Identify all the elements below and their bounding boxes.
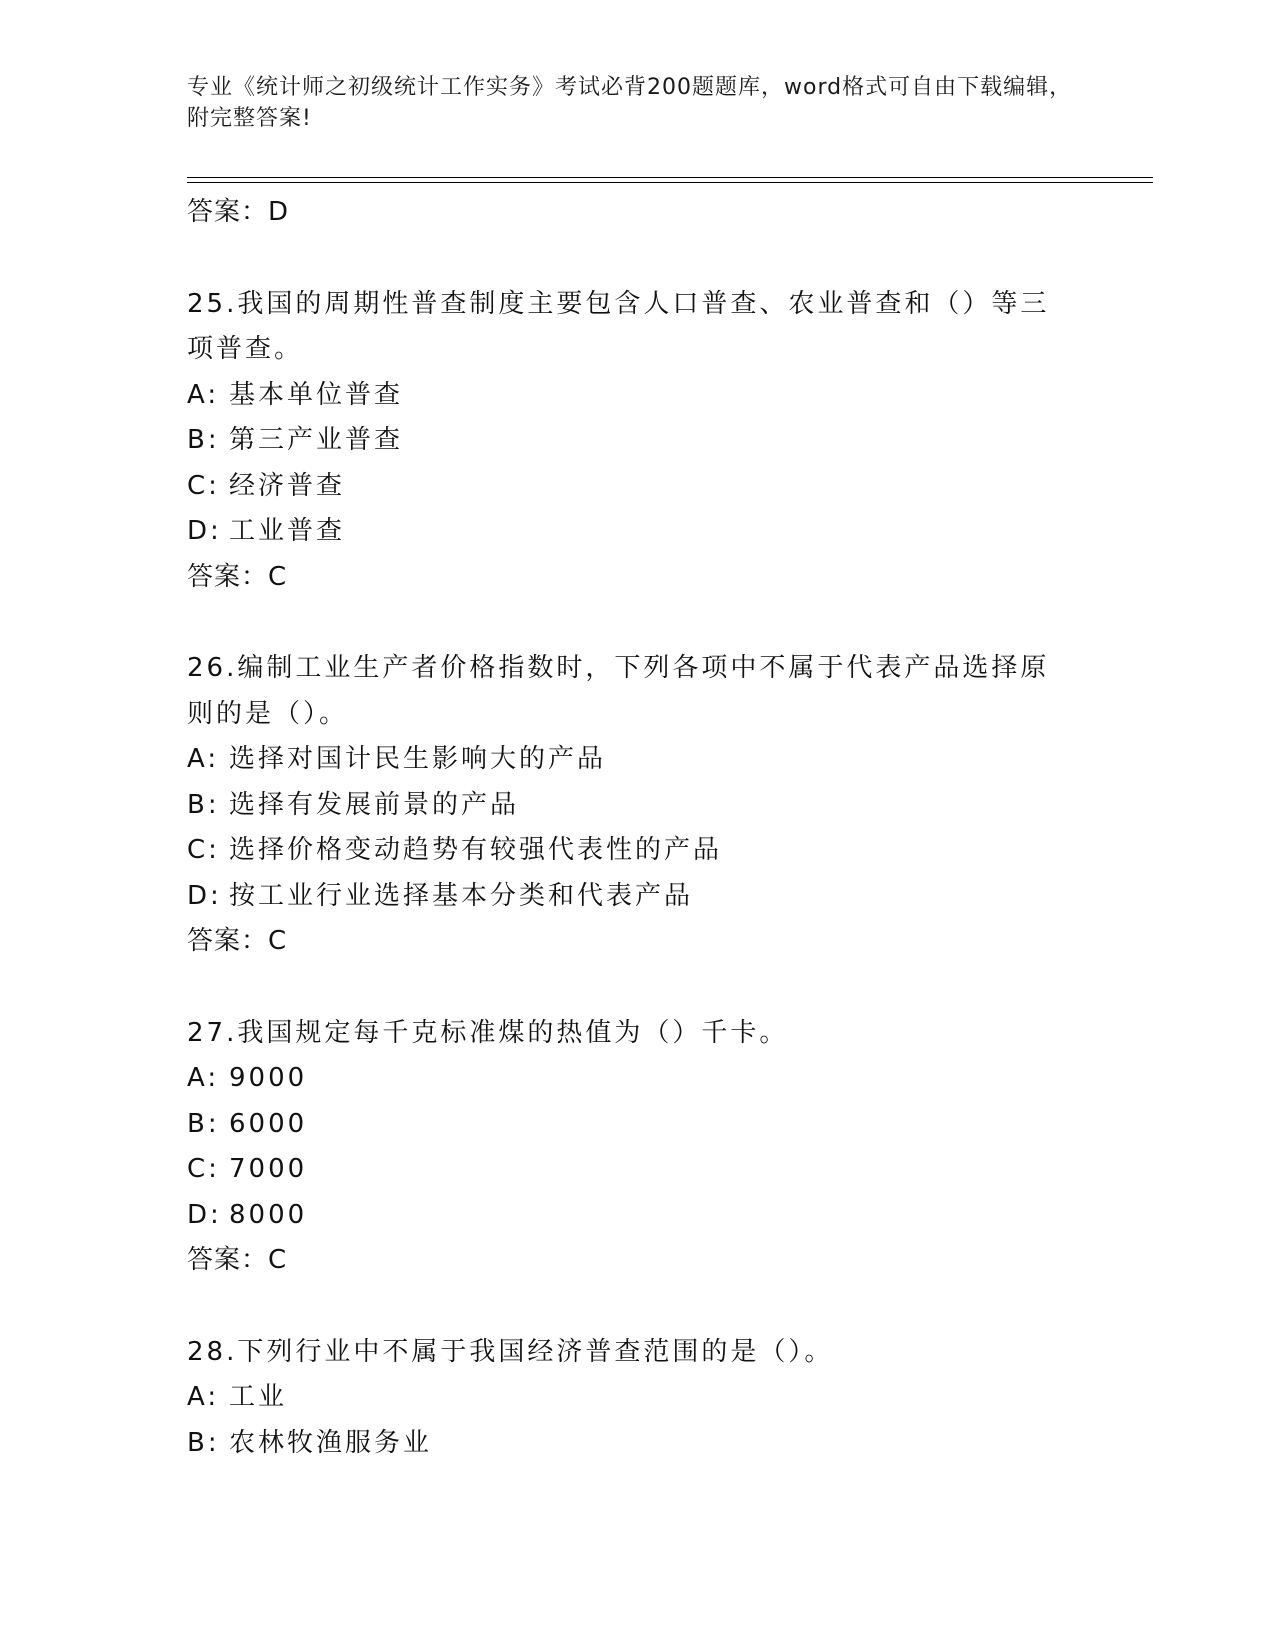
option-text: 8000 (229, 1199, 308, 1230)
option-text: 第三产业普查 (229, 425, 404, 455)
option-text: 7000 (229, 1154, 308, 1184)
option-a (187, 1375, 1087, 1421)
question-25 (187, 282, 1087, 601)
option-d (187, 1193, 1087, 1239)
option-text: 工业 (229, 1382, 288, 1412)
option-key: D: (187, 880, 222, 911)
option-d (187, 509, 1087, 555)
option-key: A: (187, 1063, 220, 1093)
option-text: 选择价格变动趋势有较强代表性的产品 (229, 835, 723, 865)
question-text: 27.我国规定每千克标准煤的热值为（）千卡。 (187, 1017, 789, 1048)
question-text: 26.编制工业生产者价格指数时，下列各项中不属于代表产品选择原则的是（）。 (187, 653, 1050, 729)
option-text: 农林牧渔服务业 (229, 1427, 433, 1458)
option-a (187, 737, 1087, 783)
option-b (187, 783, 1087, 829)
option-text: 6000 (229, 1108, 308, 1139)
document-header (187, 72, 1087, 134)
option-d (187, 874, 1087, 920)
option-c (187, 828, 1087, 874)
option-b (187, 1102, 1087, 1148)
option-a (187, 373, 1087, 419)
question-27 (187, 1011, 1087, 1284)
question-text: 25.我国的周期性普查制度主要包含人口普查、农业普查和（）等三项普查。 (187, 288, 1050, 364)
option-key: A: (187, 744, 220, 774)
option-text: 工业普查 (229, 516, 346, 546)
option-c (187, 464, 1087, 510)
header-text: 专业《统计师之初级统计工作实务》考试必背200题题库，word格式可自由下载编辑，附完整答案! (187, 75, 1073, 131)
option-text: 9000 (229, 1063, 308, 1093)
option-key: B: (187, 1108, 220, 1139)
option-b (187, 1421, 1087, 1467)
document-body (187, 190, 1087, 1466)
option-key: A: (187, 379, 220, 410)
option-key: D: (187, 516, 222, 546)
option-key: B: (187, 1427, 220, 1458)
option-text: 基本单位普查 (229, 379, 404, 410)
option-c (187, 1147, 1087, 1193)
question-answer: 答案：C (187, 926, 288, 956)
option-key: C: (187, 835, 220, 865)
header-rule-top (187, 177, 1153, 178)
option-text: 选择对国计民生影响大的产品 (229, 744, 607, 774)
question-answer: 答案：C (187, 561, 288, 592)
option-a (187, 1056, 1087, 1102)
question-28 (187, 1330, 1087, 1467)
option-key: C: (187, 470, 220, 501)
option-key: D: (187, 1199, 222, 1230)
question-26 (187, 646, 1087, 965)
option-b (187, 418, 1087, 464)
option-key: A: (187, 1382, 220, 1412)
option-key: B: (187, 789, 220, 820)
question-text: 28.下列行业中不属于我国经济普查范围的是（）。 (187, 1336, 834, 1367)
previous-answer: 答案：D (187, 197, 290, 227)
option-key: B: (187, 425, 220, 455)
question-answer: 答案：C (187, 1245, 288, 1275)
option-text: 经济普查 (229, 470, 346, 501)
option-text: 按工业行业选择基本分类和代表产品 (229, 880, 694, 911)
option-key: C: (187, 1154, 220, 1184)
option-text: 选择有发展前景的产品 (229, 789, 520, 820)
header-rule-bottom (187, 182, 1153, 183)
